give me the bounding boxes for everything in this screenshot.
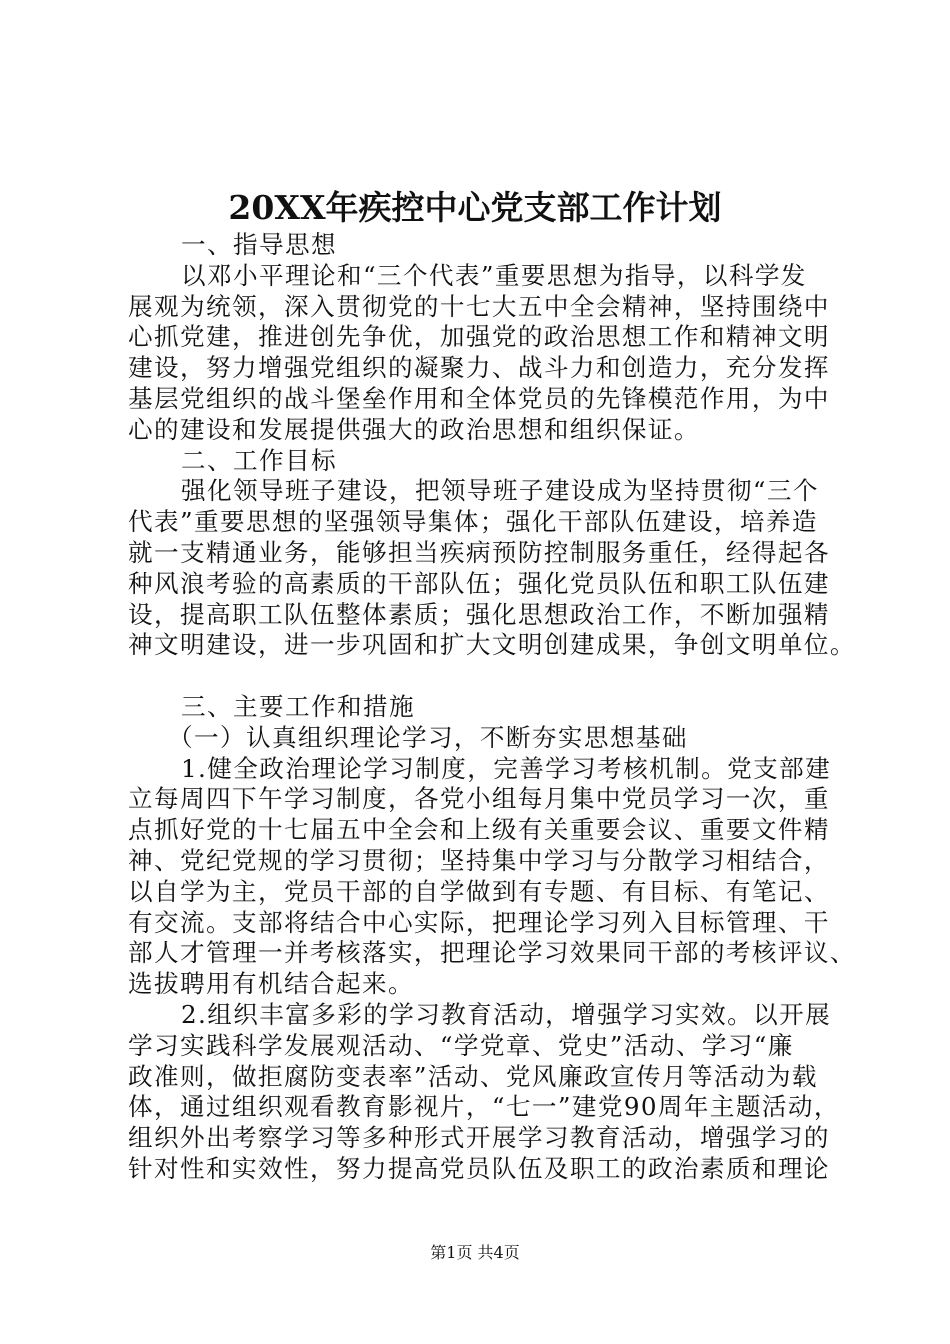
paragraph-line: 部人才管理一并考核落实，把理论学习效果同干部的考核评议、 <box>128 938 856 968</box>
paragraph-line: 针对性和实效性，努力提高党员队伍及职工的政治素质和理论 <box>128 1153 830 1183</box>
section-heading-main-work: 三、主要工作和措施 <box>181 691 415 721</box>
paragraph-line: 代表”重要思想的坚强领导集体；强化干部队伍建设，培养造 <box>128 507 818 537</box>
paragraph-line: 点抓好党的十七届五中全会和上级有关重要会议、重要文件精 <box>128 815 830 845</box>
paragraph-line: 建设，努力增强党组织的凝聚力、战斗力和创造力，充分发挥 <box>128 353 830 383</box>
paragraph-line: 有交流。支部将结合中心实际，把理论学习列入目标管理、干 <box>128 907 830 937</box>
paragraph-line: 以自学为主，党员干部的自学做到有专题、有目标、有笔记、 <box>128 876 830 906</box>
paragraph-line: 立每周四下午学习制度，各党小组每月集中党员学习一次，重 <box>128 784 830 814</box>
paragraph-line: 选拔聘用有机结合起来。 <box>128 969 414 999</box>
paragraph-line: 以邓小平理论和“三个代表”重要思想为指导，以科学发 <box>181 260 807 290</box>
paragraph-line: 学习实践科学发展观活动、“学党章、党史”活动、学习“廉 <box>128 1030 794 1060</box>
document-body <box>128 230 856 1185</box>
section-heading-guiding-thought: 一、指导思想 <box>181 230 337 259</box>
paragraph-line: 2.组织丰富多彩的学习教育活动，增强学习实效。以开展 <box>181 999 832 1029</box>
paragraph-line: 种风浪考验的高素质的干部队伍；强化党员队伍和职工队伍建 <box>128 568 830 598</box>
paragraph-line: 就一支精通业务，能够担当疾病预防控制服务重任，经得起各 <box>128 537 830 567</box>
section-heading-work-goals: 二、工作目标 <box>181 445 337 475</box>
paragraph-line: 政准则，做拒腐防变表率”活动、党风廉政宣传月等活动为载 <box>128 1061 818 1091</box>
document-title: 20XX年疾控中心党支部工作计划 <box>228 188 722 227</box>
paragraph-line: 神文明建设，进一步巩固和扩大文明创建成果，争创文明单位。 <box>128 630 856 660</box>
paragraph-line: 心抓党建，推进创先争优，加强党的政治思想工作和精神文明 <box>128 322 830 352</box>
paragraph-line: 1.健全政治理论学习制度，完善学习考核机制。党支部建 <box>181 753 832 783</box>
subsection-heading: （一）认真组织理论学习，不断夯实思想基础 <box>168 722 688 752</box>
paragraph-line: 设，提高职工队伍整体素质；强化思想政治工作，不断加强精 <box>128 599 830 629</box>
paragraph-line: 体，通过组织观看教育影视片，“七一”建党90周年主题活动， <box>128 1092 840 1122</box>
paragraph-line: 强化领导班子建设，把领导班子建设成为坚持贯彻“三个 <box>181 476 819 506</box>
paragraph-line: 神、党纪党规的学习贯彻；坚持集中学习与分散学习相结合， <box>128 845 830 875</box>
paragraph-line: 心的建设和发展提供强大的政治思想和组织保证。 <box>128 414 700 444</box>
paragraph-line: 基层党组织的战斗堡垒作用和全体党员的先锋模范作用，为中 <box>128 383 830 413</box>
paragraph-line: 组织外出考察学习等多种形式开展学习教育活动，增强学习的 <box>128 1123 830 1153</box>
page-footer: 第1页 共4页 <box>430 1243 520 1262</box>
blank-line <box>128 661 840 692</box>
paragraph-line: 展观为统领，深入贯彻党的十七大五中全会精神，坚持围绕中 <box>128 291 830 321</box>
